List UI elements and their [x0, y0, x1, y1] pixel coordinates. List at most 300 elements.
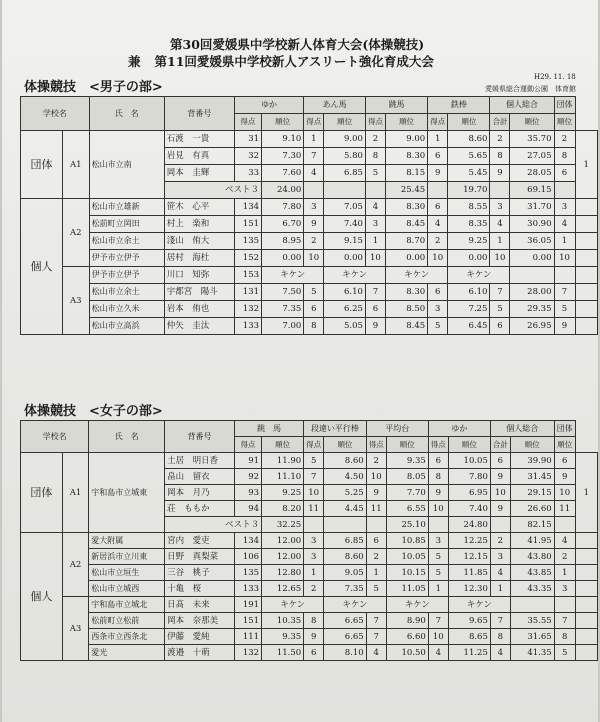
athlete-name: 三谷 桃子 — [165, 565, 235, 581]
event-score: 7.25 — [448, 301, 490, 318]
score-header: 得点 — [304, 437, 324, 453]
event-rank: 6 — [428, 453, 448, 469]
school-name: 宇和島市立城北 — [89, 597, 165, 613]
event-score: 9.10 — [262, 131, 304, 148]
team-school: 松山市立南 — [89, 131, 164, 199]
bib-number: 191 — [234, 597, 261, 613]
best3-total-rank-blank — [554, 182, 575, 199]
event-rank: 6 — [304, 645, 324, 661]
event-rank: 4 — [304, 165, 324, 182]
individual-row — [21, 629, 598, 645]
total-score: 29.35 — [510, 301, 554, 318]
best3-label: ベスト３ — [165, 517, 262, 533]
event-score: 8.60 — [324, 453, 367, 469]
event-rank: 8 — [365, 148, 385, 165]
total-rank: 6 — [554, 165, 575, 182]
event-score: 9.65 — [448, 613, 490, 629]
header-row — [21, 97, 598, 114]
event-score: 11.10 — [262, 469, 304, 485]
event-score: 7.40 — [448, 501, 490, 517]
event-rank: 1 — [366, 565, 386, 581]
withdrawn-mark: キケン — [262, 267, 324, 284]
individual-row — [21, 284, 598, 301]
athlete-name: 日髙 未来 — [165, 597, 235, 613]
event-score: 4.45 — [324, 501, 367, 517]
event-rank: 2 — [304, 233, 324, 250]
total-score: 41.35 — [510, 645, 554, 661]
team-group: A1 — [62, 453, 89, 533]
event-score: 5.65 — [448, 148, 490, 165]
best3-total: 69.15 — [510, 182, 554, 199]
individual-row — [21, 581, 598, 597]
school-name: 松山市立高浜 — [89, 318, 164, 335]
individual-label: 個人 — [21, 533, 63, 661]
event-rank: 3 — [304, 549, 324, 565]
event-rank: 6 — [428, 148, 448, 165]
event-rank: 9 — [304, 216, 324, 233]
girls-table — [20, 420, 598, 661]
event-rank: 2 — [490, 533, 510, 549]
bib-number: 106 — [234, 549, 261, 565]
team-rank-blank — [575, 284, 598, 301]
bib-number: 151 — [234, 216, 261, 233]
event-rank: 2 — [428, 233, 448, 250]
event-score: 12.00 — [262, 533, 304, 549]
event-rank: 10 — [365, 250, 385, 267]
event-rank: 5 — [490, 301, 510, 318]
school-name: 松山市立雄新 — [89, 199, 164, 216]
athlete-name: 土居 明日香 — [165, 453, 235, 469]
event-rank: 1 — [490, 581, 510, 597]
event-score: 9.25 — [262, 485, 304, 501]
best3-total: 82.15 — [510, 517, 554, 533]
total-rank: 3 — [554, 199, 575, 216]
rank-header: 順位 — [324, 114, 366, 131]
school-name: 伊予市立伊予 — [89, 267, 164, 284]
event-score: 9.05 — [324, 565, 367, 581]
bib-number: 31 — [234, 131, 261, 148]
event-rank: 3 — [365, 216, 385, 233]
event-rank: 9 — [490, 165, 510, 182]
total-rank: 10 — [554, 250, 575, 267]
school-name: 松前町立松前 — [89, 613, 165, 629]
team-rank-blank — [575, 549, 597, 565]
event-header: 平均台 — [366, 421, 428, 437]
event-rank: 5 — [428, 318, 448, 335]
bib-number: 153 — [234, 267, 261, 284]
event-score: 7.40 — [324, 216, 366, 233]
individual-row — [21, 549, 598, 565]
event-score: 6.70 — [262, 216, 304, 233]
total-score: 39.90 — [510, 453, 554, 469]
bib-number: 152 — [234, 250, 261, 267]
event-score: 8.05 — [386, 469, 428, 485]
allround-header: 個人総合 — [490, 97, 554, 114]
event-score: 8.30 — [385, 199, 427, 216]
team-group: A1 — [63, 131, 90, 199]
score-header: 得点 — [304, 114, 324, 131]
event-score: 0.00 — [385, 250, 427, 267]
individual-row — [21, 216, 598, 233]
total-rank: 2 — [554, 549, 575, 565]
total-rank: 1 — [554, 565, 575, 581]
bib-number: 33 — [234, 165, 261, 182]
event-score: 12.25 — [448, 533, 490, 549]
athlete-name: 日野 真梨菜 — [165, 549, 235, 565]
bib-number: 32 — [234, 148, 261, 165]
event-score: 12.80 — [262, 565, 304, 581]
individual-row — [21, 318, 598, 335]
event-score: 8.45 — [385, 216, 427, 233]
team-rank-blank — [575, 301, 598, 318]
event-rank: 9 — [304, 629, 324, 645]
event-score: 9.25 — [448, 233, 490, 250]
event-rank: 6 — [428, 284, 448, 301]
team-rank: 1 — [575, 453, 597, 533]
team-rank-blank — [575, 216, 598, 233]
event-rank: 2 — [365, 131, 385, 148]
event-rank: 6 — [428, 199, 448, 216]
athlete-name: 伊藤 愛純 — [165, 629, 235, 645]
score-header: 得点 — [428, 437, 448, 453]
event-rank: 8 — [490, 629, 510, 645]
event-rank: 4 — [428, 216, 448, 233]
bib-header: 背番号 — [164, 97, 234, 131]
total-score: 31.45 — [510, 469, 554, 485]
event-score: 6.10 — [448, 284, 490, 301]
school-name: 松山市立垣生 — [89, 565, 165, 581]
best3-rank-blank — [490, 517, 510, 533]
total-rank: 10 — [554, 485, 575, 501]
event-score: 12.15 — [448, 549, 490, 565]
event-rank: 9 — [366, 485, 386, 501]
team-rank-blank — [575, 267, 598, 284]
event-rank: 6 — [490, 453, 510, 469]
event-score: 8.10 — [324, 645, 367, 661]
score-header: 得点 — [366, 437, 386, 453]
total-rank: 3 — [554, 581, 575, 597]
event-rank: 1 — [304, 565, 324, 581]
athlete-name: 渡邉 十萌 — [165, 645, 235, 661]
event-score: 10.50 — [386, 645, 428, 661]
event-venue: 愛媛県総合運動公園 体育館 — [485, 85, 576, 93]
event-score: 0.00 — [448, 250, 490, 267]
rank-header: 順位 — [262, 114, 304, 131]
event-score: 10.05 — [386, 549, 428, 565]
boys-section-title: 体操競技 <男子の部> — [24, 80, 163, 95]
event-rank: 9 — [490, 501, 510, 517]
event-rank: 8 — [428, 469, 448, 485]
event-rank: 4 — [490, 645, 510, 661]
event-rank: 10 — [428, 501, 448, 517]
event-rank: 4 — [490, 216, 510, 233]
event-rank: 7 — [304, 469, 324, 485]
athlete-name: 村上 楽和 — [164, 216, 234, 233]
individual-row — [21, 301, 598, 318]
best3-score: 24.80 — [448, 517, 490, 533]
result-sheet — [2, 0, 598, 722]
bib-number: 132 — [234, 301, 261, 318]
individual-row — [21, 233, 598, 250]
team-rank-blank — [575, 645, 597, 661]
school-header: 学校名 — [21, 421, 89, 453]
team-label: 団体 — [21, 453, 63, 533]
event-rank: 2 — [490, 131, 510, 148]
athlete-name: 宮内 愛吏 — [165, 533, 235, 549]
event-rank: 11 — [304, 501, 324, 517]
best3-rank-blank — [365, 182, 385, 199]
event-rank: 10 — [428, 250, 448, 267]
group-label: A2 — [63, 199, 90, 267]
event-score: 8.55 — [448, 199, 490, 216]
event-rank: 3 — [304, 533, 324, 549]
bib-number: 94 — [234, 501, 261, 517]
best3-label: ベスト３ — [164, 182, 261, 199]
event-rank: 7 — [304, 148, 324, 165]
team-rank-header: 順位 — [554, 437, 575, 453]
total-rank-blank — [554, 267, 575, 284]
athlete-name: 畠山 留衣 — [165, 469, 235, 485]
event-score: 12.00 — [262, 549, 304, 565]
event-rank: 9 — [490, 469, 510, 485]
bib-number: 134 — [234, 199, 261, 216]
total-rank: 9 — [554, 318, 575, 335]
event-rank: 1 — [304, 131, 324, 148]
total-rank: 6 — [554, 453, 575, 469]
total-header: 合計 — [490, 437, 510, 453]
allround-header: 個人総合 — [490, 421, 554, 437]
total-score: 28.00 — [510, 284, 554, 301]
team-header: 団体 — [554, 97, 575, 114]
event-rank: 10 — [304, 250, 324, 267]
best3-rank-blank — [304, 517, 324, 533]
event-rank: 6 — [366, 533, 386, 549]
best3-score — [324, 517, 367, 533]
group-label: A3 — [62, 597, 89, 661]
total-header: 合計 — [490, 114, 510, 131]
event-rank: 5 — [428, 549, 448, 565]
event-score: 5.80 — [324, 148, 366, 165]
event-rank: 7 — [366, 613, 386, 629]
event-rank: 4 — [366, 645, 386, 661]
school-name: 松山市立余土 — [89, 233, 164, 250]
event-score: 8.35 — [448, 216, 490, 233]
total-score: 27.05 — [510, 148, 554, 165]
event-score: 8.60 — [324, 549, 367, 565]
event-rank: 4 — [490, 565, 510, 581]
event-score: 8.15 — [385, 165, 427, 182]
athlete-name: 川口 知弥 — [164, 267, 234, 284]
event-header: ゆか — [234, 97, 303, 114]
event-rank: 2 — [304, 581, 324, 597]
team-rank-blank — [575, 233, 598, 250]
event-score: 12.30 — [448, 581, 490, 597]
girls-section-title: 体操競技 <女子の部> — [24, 404, 163, 419]
event-score: 5.45 — [448, 165, 490, 182]
bib-number: 134 — [234, 533, 261, 549]
team-member-row — [21, 453, 598, 469]
total-rank: 1 — [554, 233, 575, 250]
team-rank-blank — [575, 613, 597, 629]
event-rank: 10 — [428, 629, 448, 645]
event-score: 6.60 — [386, 629, 428, 645]
event-score: 11.90 — [262, 453, 304, 469]
event-score: 9.00 — [385, 131, 427, 148]
event-rank: 8 — [490, 148, 510, 165]
individual-row — [21, 267, 598, 284]
best3-rank-blank — [490, 182, 510, 199]
individual-row — [21, 199, 598, 216]
rank-header: 順位 — [448, 437, 490, 453]
event-rank: 3 — [490, 199, 510, 216]
athlete-name: 仲矢 圭汰 — [164, 318, 234, 335]
event-rank: 7 — [365, 284, 385, 301]
group-label: A3 — [63, 267, 90, 335]
school-header: 学校名 — [21, 97, 90, 131]
withdrawn-mark: キケン — [324, 267, 386, 284]
event-score: 7.50 — [262, 284, 304, 301]
individual-row — [21, 250, 598, 267]
event-score: 12.65 — [262, 581, 304, 597]
event-rank: 7 — [428, 613, 448, 629]
event-score: 11.05 — [386, 581, 428, 597]
event-rank: 10 — [304, 485, 324, 501]
group-label: A2 — [62, 533, 89, 597]
team-rank-header: 順位 — [554, 114, 575, 131]
event-score: 8.50 — [385, 301, 427, 318]
score-header: 得点 — [234, 437, 261, 453]
withdrawn-mark: キケン — [385, 267, 447, 284]
event-score: 6.45 — [448, 318, 490, 335]
total-score: 26.95 — [510, 318, 554, 335]
event-score: 7.35 — [324, 581, 367, 597]
rank-header: 順位 — [262, 437, 304, 453]
event-rank: 3 — [304, 199, 324, 216]
event-score: 8.45 — [385, 318, 427, 335]
team-rank-blank — [575, 565, 597, 581]
team-rank-blank — [575, 318, 598, 335]
event-score: 9.35 — [386, 453, 428, 469]
best3-score: 24.00 — [262, 182, 304, 199]
best3-rank-blank — [366, 517, 386, 533]
bib-number: 135 — [234, 233, 261, 250]
event-score: 11.85 — [448, 565, 490, 581]
individual-label: 個人 — [21, 199, 63, 335]
total-blank — [510, 267, 554, 284]
bib-number: 131 — [234, 284, 261, 301]
event-rank: 4 — [428, 645, 448, 661]
event-score: 9.35 — [262, 629, 304, 645]
total-score: 0.00 — [510, 250, 554, 267]
event-rank: 9 — [365, 318, 385, 335]
athlete-name: 笹木 心平 — [164, 199, 234, 216]
event-rank: 7 — [366, 629, 386, 645]
total-rank: 8 — [554, 148, 575, 165]
team-rank-blank — [575, 629, 597, 645]
event-rank: 10 — [490, 250, 510, 267]
total-score: 29.15 — [510, 485, 554, 501]
total-score: 43.85 — [510, 565, 554, 581]
event-score: 7.80 — [448, 469, 490, 485]
event-rank: 10 — [490, 485, 510, 501]
event-score: 7.35 — [262, 301, 304, 318]
withdrawn-mark: キケン — [448, 267, 510, 284]
event-rank: 6 — [304, 301, 324, 318]
event-score: 6.85 — [324, 533, 367, 549]
school-name: 愛大附属 — [89, 533, 165, 549]
event-score: 9.15 — [324, 233, 366, 250]
best3-rank-blank — [304, 182, 324, 199]
team-member-row — [21, 131, 598, 148]
event-rank: 5 — [428, 565, 448, 581]
name-header: 氏 名 — [89, 97, 164, 131]
event-header: 鉄棒 — [428, 97, 490, 114]
event-score: 6.65 — [324, 629, 367, 645]
total-rank: 9 — [554, 469, 575, 485]
total-rank: 7 — [554, 613, 575, 629]
event-rank: 7 — [490, 284, 510, 301]
athlete-name: 十亀 桜 — [165, 581, 235, 597]
best3-score: 19.70 — [448, 182, 490, 199]
total-score: 31.65 — [510, 629, 554, 645]
individual-row — [21, 597, 598, 613]
score-header: 得点 — [428, 114, 448, 131]
total-score: 36.05 — [510, 233, 554, 250]
school-name: 松前町立岡田 — [89, 216, 164, 233]
event-score: 8.30 — [385, 284, 427, 301]
event-rank: 5 — [304, 453, 324, 469]
event-rank: 2 — [366, 549, 386, 565]
event-score: 10.35 — [262, 613, 304, 629]
event-rank: 2 — [366, 453, 386, 469]
school-name: 愛光 — [89, 645, 165, 661]
individual-row — [21, 565, 598, 581]
event-rank: 4 — [365, 199, 385, 216]
event-score: 8.65 — [448, 629, 490, 645]
event-rank: 10 — [366, 469, 386, 485]
best3-score — [324, 182, 366, 199]
school-name: 西条市立西条北 — [89, 629, 165, 645]
event-rank: 5 — [304, 284, 324, 301]
event-rank: 6 — [365, 301, 385, 318]
event-score: 8.90 — [386, 613, 428, 629]
total-rank: 7 — [554, 284, 575, 301]
rank-header: 順位 — [324, 437, 367, 453]
event-rank: 1 — [490, 233, 510, 250]
event-rank: 8 — [304, 613, 324, 629]
event-score: 8.20 — [262, 501, 304, 517]
total-blank — [510, 597, 554, 613]
total-score: 35.70 — [510, 131, 554, 148]
bib-number: 133 — [234, 581, 261, 597]
event-header: 跳 馬 — [234, 421, 303, 437]
event-rank: 5 — [365, 165, 385, 182]
event-score: 6.95 — [448, 485, 490, 501]
athlete-name: 淺山 侑大 — [164, 233, 234, 250]
athlete-name: 荘 ももか — [165, 501, 235, 517]
event-score: 10.15 — [386, 565, 428, 581]
event-score: 11.25 — [448, 645, 490, 661]
name-header: 氏 名 — [89, 421, 165, 453]
event-score: 7.05 — [324, 199, 366, 216]
bib-number: 132 — [234, 645, 261, 661]
event-rank: 9 — [428, 165, 448, 182]
event-score: 8.60 — [448, 131, 490, 148]
event-score: 11.50 — [262, 645, 304, 661]
event-score: 7.60 — [262, 165, 304, 182]
event-rank: 7 — [490, 613, 510, 629]
bib-number: 151 — [234, 613, 261, 629]
